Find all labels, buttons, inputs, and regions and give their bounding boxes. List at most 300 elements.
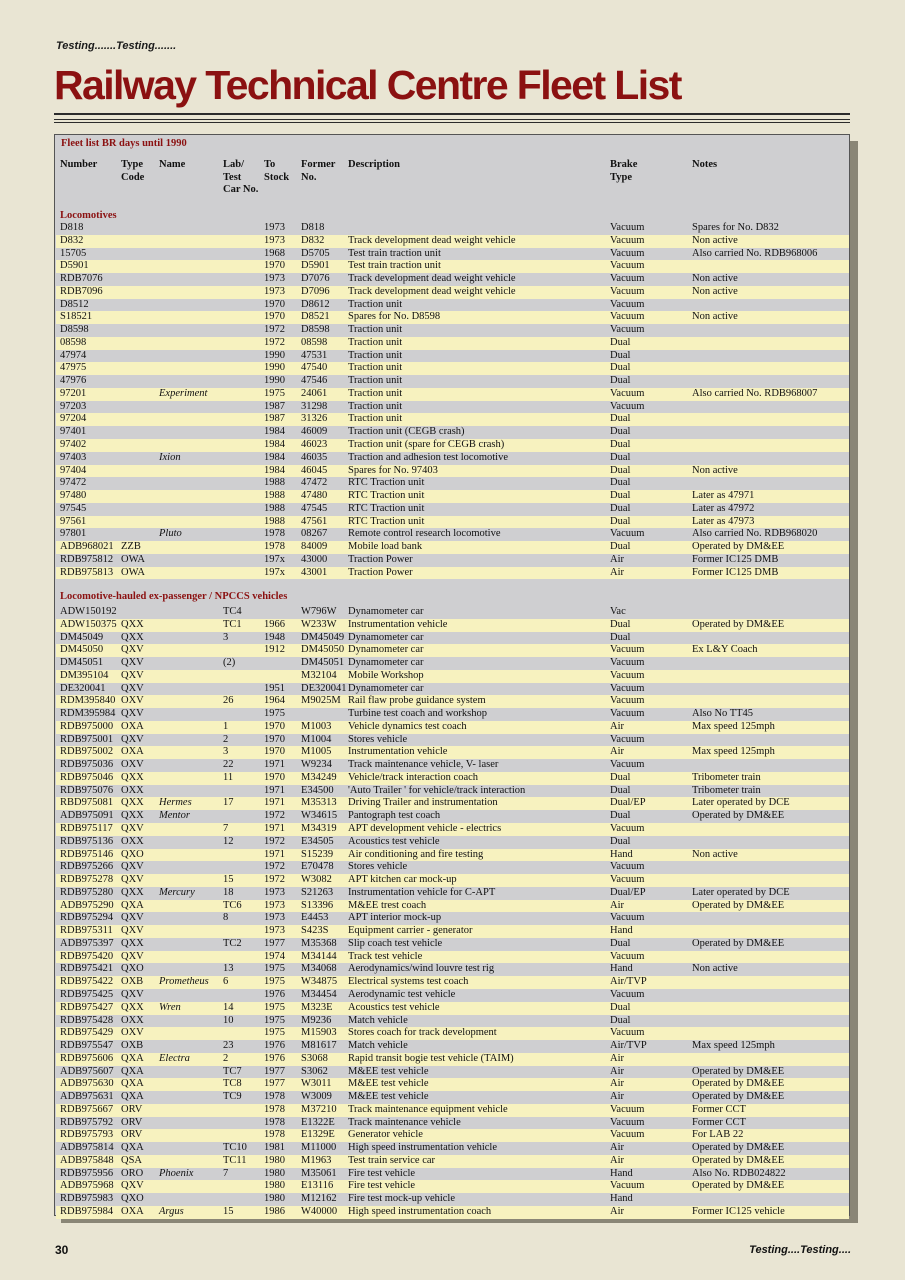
cell-to-stock: 1970 bbox=[264, 311, 285, 323]
table-row bbox=[56, 286, 849, 299]
cell-number: RDB975146 bbox=[60, 848, 114, 860]
cell-brake-type: Vacuum bbox=[610, 912, 645, 924]
cell-type-code: QXO bbox=[121, 1193, 144, 1205]
table-row bbox=[56, 1168, 849, 1181]
cell-type-code: OXX bbox=[121, 784, 144, 796]
cell-type-code: QXV bbox=[121, 644, 144, 656]
cell-type-code: OXB bbox=[121, 976, 144, 988]
cell-to-stock: 1975 bbox=[264, 708, 285, 720]
cell-brake-type: Vacuum bbox=[610, 234, 645, 246]
cell-former-no: M1963 bbox=[301, 1154, 332, 1166]
cell-number: RDB975046 bbox=[60, 771, 114, 783]
cell-former-no: 84009 bbox=[301, 541, 328, 553]
cell-to-stock: 1990 bbox=[264, 362, 285, 374]
cell-type-code: QXA bbox=[121, 1142, 144, 1154]
cell-former-no: E13116 bbox=[301, 1180, 334, 1192]
cell-former-no: M11000 bbox=[301, 1142, 337, 1154]
cell-description: Slip coach test vehicle bbox=[348, 937, 443, 949]
cell-description: Acoustics test vehicle bbox=[348, 835, 440, 847]
cell-notes: Operated by DM&EE bbox=[692, 1065, 785, 1077]
cell-type-code: OXV bbox=[121, 695, 144, 707]
cell-notes: Former IC125 vehicle bbox=[692, 1205, 785, 1217]
cell-type-code: QXX bbox=[121, 1001, 144, 1013]
cell-to-stock: 1972 bbox=[264, 874, 285, 886]
cell-number: 97401 bbox=[60, 426, 87, 438]
table-row bbox=[56, 567, 849, 580]
cell-brake-type: Dual bbox=[610, 810, 631, 822]
cell-notes: Non active bbox=[692, 311, 738, 323]
cell-description: Stores vehicle bbox=[348, 861, 408, 873]
cell-former-no: D832 bbox=[301, 234, 325, 246]
cell-to-stock: 1973 bbox=[264, 899, 285, 911]
table-row bbox=[56, 375, 849, 388]
table-row bbox=[56, 619, 849, 632]
cell-notes: Tribometer train bbox=[692, 784, 761, 796]
cell-notes: Non active bbox=[692, 848, 738, 860]
cell-notes: Operated by DM&EE bbox=[692, 1091, 785, 1103]
cell-description: Instrumentation vehicle bbox=[348, 746, 448, 758]
cell-lab-test-car-no: 3 bbox=[223, 746, 229, 758]
cell-number: RDB975136 bbox=[60, 835, 114, 847]
cell-number: RDB975793 bbox=[60, 1129, 114, 1141]
table-row bbox=[56, 912, 849, 925]
cell-number: RDB975428 bbox=[60, 1014, 114, 1026]
cell-number: RDM395840 bbox=[60, 695, 116, 707]
cell-brake-type: Vacuum bbox=[610, 874, 645, 886]
cell-notes: Operated by DM&EE bbox=[692, 1142, 785, 1154]
cell-to-stock: 1970 bbox=[264, 260, 285, 272]
cell-former-no: S15239 bbox=[301, 848, 334, 860]
cell-former-no: S3068 bbox=[301, 1052, 328, 1064]
cell-former-no: D7096 bbox=[301, 285, 330, 297]
cell-brake-type: Vacuum bbox=[610, 247, 645, 259]
cell-to-stock: 1972 bbox=[264, 861, 285, 873]
cell-to-stock: 1973 bbox=[264, 273, 285, 285]
cell-description: Traction and adhesion test locomotive bbox=[348, 451, 509, 463]
cell-description: Match vehicle bbox=[348, 1014, 408, 1026]
cell-to-stock: 1972 bbox=[264, 810, 285, 822]
cell-type-code: ORV bbox=[121, 1103, 143, 1115]
table-row bbox=[56, 260, 849, 273]
cell-type-code: QXX bbox=[121, 771, 144, 783]
cell-former-no: M12162 bbox=[301, 1193, 337, 1205]
cell-number: RDB975036 bbox=[60, 759, 114, 771]
cell-type-code: ORV bbox=[121, 1129, 143, 1141]
cell-description: Generator vehicle bbox=[348, 1129, 423, 1141]
cell-notes: Non active bbox=[692, 273, 738, 285]
table-row bbox=[56, 925, 849, 938]
cell-notes: Non active bbox=[692, 234, 738, 246]
cell-notes: Former IC125 DMB bbox=[692, 553, 779, 565]
cell-to-stock: 1978 bbox=[264, 1116, 285, 1128]
cell-type-code: QXV bbox=[121, 861, 144, 873]
cell-to-stock: 1970 bbox=[264, 720, 285, 732]
cell-lab-test-car-no: 6 bbox=[223, 976, 229, 988]
cell-notes: For LAB 22 bbox=[692, 1129, 744, 1141]
cell-type-code: OXA bbox=[121, 720, 144, 732]
cell-number: ADB975631 bbox=[60, 1091, 114, 1103]
cell-number: RDB975421 bbox=[60, 963, 114, 975]
table-row bbox=[56, 490, 849, 503]
table-row bbox=[56, 311, 849, 324]
cell-number: S18521 bbox=[60, 311, 93, 323]
table-row bbox=[56, 976, 849, 989]
table-row bbox=[56, 797, 849, 810]
cell-number: ADB975091 bbox=[60, 810, 114, 822]
cell-number: ADW150375 bbox=[60, 618, 117, 630]
cell-lab-test-car-no: 15 bbox=[223, 1205, 234, 1217]
cell-brake-type: Vacuum bbox=[610, 657, 645, 669]
table-row bbox=[56, 644, 849, 657]
cell-former-no: M15903 bbox=[301, 1027, 337, 1039]
cell-former-no: D5705 bbox=[301, 247, 330, 259]
cell-type-code: QXX bbox=[121, 618, 144, 630]
cell-former-no: E34505 bbox=[301, 835, 334, 847]
cell-former-no: W796W bbox=[301, 606, 337, 617]
cell-to-stock: 1986 bbox=[264, 1205, 285, 1217]
table-row bbox=[56, 951, 849, 964]
cell-former-no: 08267 bbox=[301, 528, 328, 540]
cell-brake-type: Vacuum bbox=[610, 950, 645, 962]
cell-brake-type: Dual bbox=[610, 835, 631, 847]
cell-former-no: 47540 bbox=[301, 362, 328, 374]
cell-brake-type: Hand bbox=[610, 925, 633, 937]
cell-to-stock: 1990 bbox=[264, 349, 285, 361]
cell-to-stock: 1973 bbox=[264, 912, 285, 924]
table-row bbox=[56, 632, 849, 645]
cell-description: Traction Power bbox=[348, 553, 413, 565]
cell-to-stock: 1972 bbox=[264, 835, 285, 847]
title-rule-thick bbox=[54, 113, 850, 115]
cell-number: 08598 bbox=[60, 336, 87, 348]
table-row bbox=[56, 554, 849, 567]
cell-type-code: QXA bbox=[121, 1078, 144, 1090]
cell-type-code: QXO bbox=[121, 848, 144, 860]
cell-description: Equipment carrier - generator bbox=[348, 925, 473, 937]
cell-brake-type: Vacuum bbox=[610, 260, 645, 272]
cell-to-stock: 1980 bbox=[264, 1180, 285, 1192]
cell-number: D5901 bbox=[60, 260, 89, 272]
cell-brake-type: Vacuum bbox=[610, 1103, 645, 1115]
cell-number: 47974 bbox=[60, 349, 87, 361]
cell-number: RDB975547 bbox=[60, 1040, 114, 1052]
table-row bbox=[56, 1002, 849, 1015]
running-footer: Testing....Testing.... bbox=[749, 1244, 851, 1256]
table-row bbox=[56, 734, 849, 747]
cell-number: ADW150192 bbox=[60, 606, 117, 617]
cell-name: Wren bbox=[159, 1001, 181, 1013]
table-row bbox=[56, 350, 849, 363]
cell-description: Aerodynamics/wind louvre test rig bbox=[348, 963, 495, 975]
cell-brake-type: Vacuum bbox=[610, 708, 645, 720]
cell-brake-type: Dual bbox=[610, 439, 631, 451]
column-header-name: Name bbox=[159, 159, 186, 170]
cell-to-stock: 1978 bbox=[264, 541, 285, 553]
cell-number: DM45051 bbox=[60, 657, 104, 669]
cell-type-code: QXX bbox=[121, 937, 144, 949]
cell-description: High speed instrumentation vehicle bbox=[348, 1142, 498, 1154]
cell-to-stock: 1975 bbox=[264, 963, 285, 975]
cell-description: M&EE test vehicle bbox=[348, 1078, 429, 1090]
cell-lab-test-car-no: TC10 bbox=[223, 1142, 247, 1154]
cell-type-code: ZZB bbox=[121, 541, 141, 553]
cell-type-code: OXB bbox=[121, 1040, 144, 1052]
cell-to-stock: 1968 bbox=[264, 247, 285, 259]
cell-type-code: QXV bbox=[121, 925, 144, 937]
table-row bbox=[56, 528, 849, 541]
cell-lab-test-car-no: (2) bbox=[223, 657, 236, 669]
cell-notes: Later as 47972 bbox=[692, 502, 755, 514]
cell-type-code: OXA bbox=[121, 1205, 144, 1217]
cell-type-code: OXV bbox=[121, 1027, 144, 1039]
cell-number: RDB975425 bbox=[60, 988, 114, 1000]
cell-description: Driving Trailer and instrumentation bbox=[348, 797, 498, 809]
cell-to-stock: 1966 bbox=[264, 618, 285, 630]
cell-brake-type: Dual bbox=[610, 477, 631, 489]
cell-description: Traction unit bbox=[348, 349, 403, 361]
cell-description: Traction unit bbox=[348, 387, 403, 399]
table-row bbox=[56, 1104, 849, 1117]
table-row bbox=[56, 1117, 849, 1130]
cell-former-no: E4453 bbox=[301, 912, 329, 924]
cell-former-no: DM45049 bbox=[301, 631, 345, 643]
cell-to-stock: 1984 bbox=[264, 439, 285, 451]
cell-number: RBD975081 bbox=[60, 797, 114, 809]
cell-former-no: D8598 bbox=[301, 324, 330, 336]
column-header-former-no: Former No. bbox=[301, 159, 336, 183]
cell-brake-type: Vacuum bbox=[610, 644, 645, 656]
cell-brake-type: Air/TVP bbox=[610, 1040, 647, 1052]
title-rule-thin-2 bbox=[54, 122, 850, 123]
cell-description: Track development dead weight vehicle bbox=[348, 273, 516, 285]
cell-name: Pluto bbox=[159, 528, 182, 540]
cell-number: ADB975607 bbox=[60, 1065, 114, 1077]
cell-type-code: QXV bbox=[121, 669, 144, 681]
cell-former-no: M32104 bbox=[301, 669, 337, 681]
page-title: Railway Technical Centre Fleet List bbox=[54, 62, 681, 108]
page-number: 30 bbox=[55, 1243, 69, 1257]
cell-name: Argus bbox=[159, 1205, 184, 1217]
cell-description: Rapid transit bogie test vehicle (TAIM) bbox=[348, 1052, 514, 1064]
cell-number: ADB975848 bbox=[60, 1154, 114, 1166]
cell-number: RDB975278 bbox=[60, 874, 114, 886]
cell-description: Rail flaw probe guidance system bbox=[348, 695, 486, 707]
cell-type-code: QXV bbox=[121, 823, 144, 835]
table-row bbox=[56, 670, 849, 683]
cell-brake-type: Vacuum bbox=[610, 400, 645, 412]
cell-brake-type: Dual/EP bbox=[610, 797, 646, 809]
table-row bbox=[56, 823, 849, 836]
cell-notes: Operated by DM&EE bbox=[692, 810, 785, 822]
cell-to-stock: 1988 bbox=[264, 515, 285, 527]
cell-lab-test-car-no: TC7 bbox=[223, 1065, 242, 1077]
table-row bbox=[56, 785, 849, 798]
table-row bbox=[56, 746, 849, 759]
cell-lab-test-car-no: 14 bbox=[223, 1001, 234, 1013]
cell-type-code: QXO bbox=[121, 963, 144, 975]
cell-type-code: QSA bbox=[121, 1154, 143, 1166]
table-row bbox=[56, 989, 849, 1002]
cell-former-no: S21263 bbox=[301, 886, 334, 898]
cell-to-stock: 1977 bbox=[264, 937, 285, 949]
table-row bbox=[56, 887, 849, 900]
cell-former-no: 47480 bbox=[301, 490, 328, 502]
cell-to-stock: 1971 bbox=[264, 759, 285, 771]
cell-notes: Also No. RDB024822 bbox=[692, 1167, 786, 1179]
cell-brake-type: Vacuum bbox=[610, 298, 645, 310]
cell-former-no: E1322E bbox=[301, 1116, 335, 1128]
cell-number: RDB975606 bbox=[60, 1052, 114, 1064]
cell-description: High speed instrumentation coach bbox=[348, 1205, 492, 1217]
cell-number: DM395104 bbox=[60, 669, 109, 681]
cell-former-no: DM45051 bbox=[301, 657, 345, 669]
cell-former-no: 08598 bbox=[301, 336, 328, 348]
cell-description: Track development dead weight vehicle bbox=[348, 285, 516, 297]
cell-type-code: QXA bbox=[121, 1065, 144, 1077]
cell-description: Vehicle dynamics test coach bbox=[348, 720, 467, 732]
cell-description: Acoustics test vehicle bbox=[348, 1001, 440, 1013]
cell-former-no: 24061 bbox=[301, 387, 328, 399]
cell-brake-type: Air bbox=[610, 1154, 624, 1166]
cell-former-no: D8521 bbox=[301, 311, 330, 323]
table-row bbox=[56, 388, 849, 401]
cell-to-stock: 1976 bbox=[264, 1052, 285, 1064]
cell-to-stock: 1988 bbox=[264, 477, 285, 489]
cell-notes: Spares for No. D832 bbox=[692, 222, 779, 233]
cell-former-no: D7076 bbox=[301, 273, 330, 285]
cell-number: RDB975984 bbox=[60, 1205, 114, 1217]
cell-notes: Former CCT bbox=[692, 1103, 746, 1115]
cell-former-no: M34068 bbox=[301, 963, 337, 975]
cell-to-stock: 1975 bbox=[264, 387, 285, 399]
cell-to-stock: 1973 bbox=[264, 234, 285, 246]
cell-number: 47975 bbox=[60, 362, 87, 374]
table-row bbox=[56, 1015, 849, 1028]
cell-description: Fire test mock-up vehicle bbox=[348, 1193, 456, 1205]
cell-description: M&EE trest coach bbox=[348, 899, 427, 911]
cell-to-stock: 197x bbox=[264, 553, 285, 565]
cell-to-stock: 1973 bbox=[264, 925, 285, 937]
cell-type-code: QXX bbox=[121, 631, 144, 643]
cell-brake-type: Vacuum bbox=[610, 695, 645, 707]
cell-brake-type: Vacuum bbox=[610, 669, 645, 681]
column-header-brake-type: Brake Type bbox=[610, 159, 638, 183]
cell-lab-test-car-no: 1 bbox=[223, 720, 229, 732]
cell-notes: Operated by DM&EE bbox=[692, 937, 785, 949]
cell-notes: Operated by DM&EE bbox=[692, 899, 785, 911]
cell-type-code: QXV bbox=[121, 657, 144, 669]
cell-type-code: ORV bbox=[121, 1116, 143, 1128]
cell-brake-type: Air bbox=[610, 720, 624, 732]
cell-description: Instrumentation vehicle bbox=[348, 618, 448, 630]
column-header-description: Description bbox=[348, 159, 400, 170]
cell-to-stock: 1970 bbox=[264, 746, 285, 758]
cell-type-code: QXV bbox=[121, 1180, 144, 1192]
cell-brake-type: Air/TVP bbox=[610, 976, 647, 988]
table-row bbox=[56, 337, 849, 350]
cell-brake-type: Air bbox=[610, 1052, 624, 1064]
cell-description: Electrical systems test coach bbox=[348, 976, 469, 988]
cell-number: RDB975983 bbox=[60, 1193, 114, 1205]
cell-former-no: 47561 bbox=[301, 515, 328, 527]
cell-type-code: ORO bbox=[121, 1167, 144, 1179]
cell-to-stock: 1912 bbox=[264, 644, 285, 656]
cell-brake-type: Dual bbox=[610, 362, 631, 374]
cell-to-stock: 1974 bbox=[264, 950, 285, 962]
cell-former-no: E70478 bbox=[301, 861, 334, 873]
cell-description: Test train traction unit bbox=[348, 247, 441, 259]
cell-to-stock: 1973 bbox=[264, 222, 285, 233]
cell-former-no: E34500 bbox=[301, 784, 334, 796]
cell-former-no: D818 bbox=[301, 222, 325, 233]
cell-type-code: OWA bbox=[121, 553, 145, 565]
cell-brake-type: Dual bbox=[610, 490, 631, 502]
table-row bbox=[56, 861, 849, 874]
cell-former-no: W233W bbox=[301, 618, 337, 630]
cell-description: RTC Traction unit bbox=[348, 490, 425, 502]
cell-notes: Non active bbox=[692, 464, 738, 476]
table-row bbox=[56, 938, 849, 951]
cell-to-stock: 1975 bbox=[264, 976, 285, 988]
table-row bbox=[56, 1040, 849, 1053]
cell-former-no: D8612 bbox=[301, 298, 330, 310]
column-header-notes: Notes bbox=[692, 159, 718, 170]
cell-description: M&EE test vehicle bbox=[348, 1091, 429, 1103]
cell-number: DM45050 bbox=[60, 644, 104, 656]
cell-brake-type: Hand bbox=[610, 848, 633, 860]
cell-former-no: W34615 bbox=[301, 810, 338, 822]
cell-description: APT development vehicle - electrics bbox=[348, 823, 502, 835]
cell-former-no: 46045 bbox=[301, 464, 328, 476]
cell-description: Fire test vehicle bbox=[348, 1167, 416, 1179]
cell-lab-test-car-no: TC11 bbox=[223, 1154, 247, 1166]
cell-lab-test-car-no: TC6 bbox=[223, 899, 242, 911]
cell-type-code: OXV bbox=[121, 759, 144, 771]
cell-to-stock: 1978 bbox=[264, 528, 285, 540]
table-row bbox=[56, 606, 849, 619]
cell-lab-test-car-no: 10 bbox=[223, 1014, 234, 1026]
cell-lab-test-car-no: 7 bbox=[223, 1167, 229, 1179]
cell-brake-type: Dual bbox=[610, 349, 631, 361]
table-row bbox=[56, 413, 849, 426]
table-row bbox=[56, 1091, 849, 1104]
cell-brake-type: Vacuum bbox=[610, 733, 645, 745]
table-row bbox=[56, 874, 849, 887]
cell-brake-type: Vacuum bbox=[610, 528, 645, 540]
cell-number: D8598 bbox=[60, 324, 89, 336]
cell-brake-type: Vacuum bbox=[610, 759, 645, 771]
cell-name: Hermes bbox=[159, 797, 192, 809]
cell-former-no: 46023 bbox=[301, 439, 328, 451]
cell-to-stock: 1951 bbox=[264, 682, 285, 694]
cell-description: Remote control research locomotive bbox=[348, 528, 501, 540]
cell-lab-test-car-no: TC2 bbox=[223, 937, 242, 949]
cell-brake-type: Air bbox=[610, 1091, 624, 1103]
cell-brake-type: Air bbox=[610, 746, 624, 758]
cell-description: Traction unit bbox=[348, 336, 403, 348]
column-header-to-stock: To Stock bbox=[264, 159, 290, 183]
cell-description: M&EE test vehicle bbox=[348, 1065, 429, 1077]
cell-description: Traction unit bbox=[348, 298, 403, 310]
table-row bbox=[56, 772, 849, 785]
cell-description: Traction unit bbox=[348, 324, 403, 336]
cell-notes: Tribometer train bbox=[692, 771, 761, 783]
table-row bbox=[56, 299, 849, 312]
cell-description: Match vehicle bbox=[348, 1040, 408, 1052]
cell-former-no: 43001 bbox=[301, 566, 328, 578]
cell-number: 97402 bbox=[60, 439, 87, 451]
cell-brake-type: Vacuum bbox=[610, 988, 645, 1000]
